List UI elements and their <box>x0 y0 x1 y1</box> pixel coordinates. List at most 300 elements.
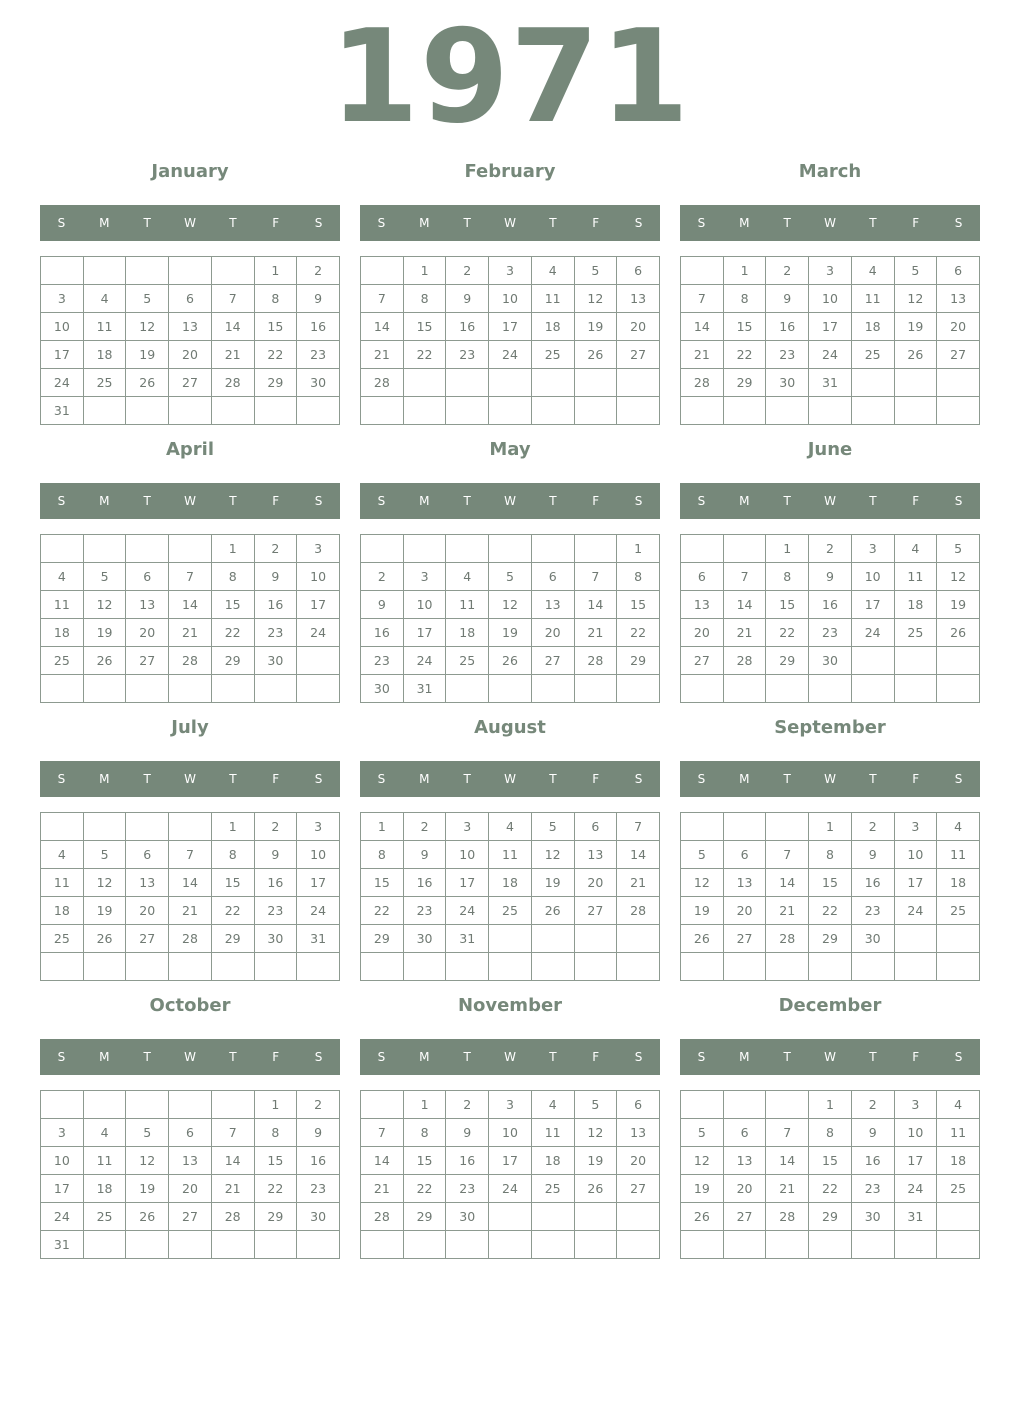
day-cell: 20 <box>126 619 169 647</box>
day-cell: 10 <box>851 563 894 591</box>
day-cell: 18 <box>937 1147 980 1175</box>
day-cell: 7 <box>574 563 617 591</box>
empty-cell <box>403 1231 446 1259</box>
empty-cell <box>574 1203 617 1231</box>
day-cell: 28 <box>211 369 254 397</box>
weekday-header <box>40 483 340 519</box>
weekday-header <box>680 483 980 519</box>
week-row <box>681 1147 980 1175</box>
day-cell: 5 <box>894 257 937 285</box>
month-june <box>680 435 980 705</box>
empty-cell <box>531 675 574 703</box>
weekday-label: S <box>57 494 66 508</box>
day-cell: 29 <box>403 1203 446 1231</box>
empty-cell <box>723 1091 766 1119</box>
week-row <box>41 841 340 869</box>
weekday-label: W <box>504 772 516 786</box>
day-cell: 22 <box>211 897 254 925</box>
empty-cell <box>809 1231 852 1259</box>
day-cell: 15 <box>254 1147 297 1175</box>
empty-cell <box>83 535 126 563</box>
day-cell: 27 <box>169 369 212 397</box>
day-cell: 1 <box>361 813 404 841</box>
day-cell: 6 <box>681 563 724 591</box>
weekday-header <box>360 761 660 797</box>
month-october <box>40 991 340 1261</box>
week-row <box>361 257 660 285</box>
day-cell: 5 <box>83 841 126 869</box>
week-row <box>361 563 660 591</box>
week-row <box>361 397 660 425</box>
week-row <box>361 925 660 953</box>
day-cell: 26 <box>574 341 617 369</box>
week-row <box>681 257 980 285</box>
day-cell: 25 <box>531 1175 574 1203</box>
empty-cell <box>574 397 617 425</box>
weekday-label: T <box>143 772 151 786</box>
day-cell: 11 <box>41 869 84 897</box>
day-cell: 26 <box>937 619 980 647</box>
day-cell: 29 <box>211 647 254 675</box>
day-cell: 3 <box>894 1091 937 1119</box>
empty-cell <box>489 675 532 703</box>
day-cell: 7 <box>169 841 212 869</box>
empty-cell <box>617 1203 660 1231</box>
day-cell: 4 <box>531 257 574 285</box>
day-cell: 29 <box>254 1203 297 1231</box>
day-cell: 24 <box>403 647 446 675</box>
day-cell: 25 <box>894 619 937 647</box>
day-cell: 15 <box>723 313 766 341</box>
day-cell: 5 <box>83 563 126 591</box>
day-cell: 16 <box>809 591 852 619</box>
weekday-label: T <box>783 216 791 230</box>
empty-cell <box>894 397 937 425</box>
weekday-label: T <box>549 494 557 508</box>
day-cell: 29 <box>809 925 852 953</box>
day-cell: 28 <box>766 925 809 953</box>
month-january <box>40 157 340 427</box>
day-cell: 31 <box>446 925 489 953</box>
empty-cell <box>126 397 169 425</box>
day-cell: 14 <box>766 869 809 897</box>
week-row <box>681 1119 980 1147</box>
empty-cell <box>574 953 617 981</box>
week-row <box>361 813 660 841</box>
day-cell: 19 <box>681 897 724 925</box>
day-cell: 23 <box>809 619 852 647</box>
week-row <box>41 369 340 397</box>
empty-cell <box>126 813 169 841</box>
empty-cell <box>126 257 169 285</box>
day-cell: 4 <box>83 1119 126 1147</box>
empty-cell <box>211 953 254 981</box>
day-cell: 17 <box>894 1147 937 1175</box>
day-cell: 3 <box>489 257 532 285</box>
weekday-label: F <box>272 1050 280 1064</box>
day-cell: 8 <box>403 1119 446 1147</box>
weekday-label: F <box>912 772 920 786</box>
day-cell: 22 <box>403 1175 446 1203</box>
empty-cell <box>83 675 126 703</box>
month-may <box>360 435 660 705</box>
day-cell: 26 <box>489 647 532 675</box>
empty-cell <box>574 675 617 703</box>
empty-cell <box>446 369 489 397</box>
empty-cell <box>41 675 84 703</box>
empty-cell <box>894 1231 937 1259</box>
month-august <box>360 713 660 983</box>
week-row <box>681 1091 980 1119</box>
day-cell: 26 <box>681 1203 724 1231</box>
week-row <box>361 369 660 397</box>
weekday-label: W <box>504 494 516 508</box>
day-cell: 19 <box>574 313 617 341</box>
week-row <box>41 341 340 369</box>
empty-cell <box>361 1231 404 1259</box>
weekday-label: T <box>869 216 877 230</box>
weekday-label: F <box>592 494 600 508</box>
day-cell: 9 <box>446 1119 489 1147</box>
month-september <box>680 713 980 983</box>
day-cell: 10 <box>297 841 340 869</box>
day-cell: 27 <box>126 647 169 675</box>
week-row <box>41 1091 340 1119</box>
week-row <box>361 897 660 925</box>
day-cell: 6 <box>937 257 980 285</box>
weekday-label: S <box>697 1050 706 1064</box>
weekday-label: S <box>314 1050 323 1064</box>
week-row <box>361 1119 660 1147</box>
day-cell: 11 <box>83 1147 126 1175</box>
weekday-label: F <box>592 772 600 786</box>
empty-cell <box>681 813 724 841</box>
day-cell: 9 <box>403 841 446 869</box>
day-cell: 8 <box>254 285 297 313</box>
week-row <box>361 675 660 703</box>
weekday-label: T <box>463 1050 471 1064</box>
weekday-label: M <box>99 216 110 230</box>
empty-cell <box>531 953 574 981</box>
weekday-label: S <box>697 772 706 786</box>
day-cell: 2 <box>766 257 809 285</box>
empty-cell <box>446 535 489 563</box>
day-cell: 12 <box>83 869 126 897</box>
day-cell: 4 <box>41 841 84 869</box>
day-cell: 19 <box>937 591 980 619</box>
day-cell: 12 <box>126 1147 169 1175</box>
week-row <box>41 1175 340 1203</box>
day-cell: 6 <box>169 285 212 313</box>
empty-cell <box>681 953 724 981</box>
empty-cell <box>489 1203 532 1231</box>
empty-cell <box>574 369 617 397</box>
day-cell: 7 <box>723 563 766 591</box>
weekday-header <box>360 205 660 241</box>
day-cell: 13 <box>937 285 980 313</box>
day-cell: 25 <box>41 647 84 675</box>
day-cell: 21 <box>766 897 809 925</box>
empty-cell <box>489 535 532 563</box>
day-cell: 14 <box>723 591 766 619</box>
week-row <box>681 647 980 675</box>
week-row <box>41 647 340 675</box>
day-cell: 3 <box>297 535 340 563</box>
weekday-label: M <box>419 494 430 508</box>
week-row <box>41 953 340 981</box>
day-cell: 13 <box>617 285 660 313</box>
empty-cell <box>41 257 84 285</box>
day-cell: 20 <box>723 897 766 925</box>
empty-cell <box>617 953 660 981</box>
weekday-label: T <box>143 1050 151 1064</box>
empty-cell <box>83 1231 126 1259</box>
empty-cell <box>851 647 894 675</box>
empty-cell <box>851 397 894 425</box>
empty-cell <box>531 925 574 953</box>
day-cell: 15 <box>809 869 852 897</box>
day-cell: 28 <box>723 647 766 675</box>
day-cell: 4 <box>937 1091 980 1119</box>
day-grid <box>40 256 340 425</box>
weekday-label: S <box>954 494 963 508</box>
empty-cell <box>723 953 766 981</box>
day-cell: 18 <box>489 869 532 897</box>
empty-cell <box>83 953 126 981</box>
weekday-header <box>680 205 980 241</box>
day-cell: 13 <box>723 869 766 897</box>
week-row <box>681 1203 980 1231</box>
day-cell: 23 <box>446 1175 489 1203</box>
day-cell: 25 <box>446 647 489 675</box>
day-cell: 19 <box>83 619 126 647</box>
day-cell: 9 <box>809 563 852 591</box>
day-cell: 12 <box>894 285 937 313</box>
week-row <box>41 619 340 647</box>
week-row <box>361 1175 660 1203</box>
weekday-header <box>360 483 660 519</box>
day-cell: 5 <box>937 535 980 563</box>
day-cell: 22 <box>617 619 660 647</box>
week-row <box>361 341 660 369</box>
day-cell: 11 <box>531 285 574 313</box>
day-cell: 4 <box>41 563 84 591</box>
week-row <box>41 313 340 341</box>
week-row <box>41 675 340 703</box>
empty-cell <box>126 1091 169 1119</box>
empty-cell <box>766 675 809 703</box>
weekday-header <box>40 1039 340 1075</box>
day-cell: 1 <box>809 813 852 841</box>
day-cell: 25 <box>41 925 84 953</box>
weekday-label: T <box>549 1050 557 1064</box>
weekday-label: S <box>954 1050 963 1064</box>
empty-cell <box>723 535 766 563</box>
month-march <box>680 157 980 427</box>
day-cell: 15 <box>403 313 446 341</box>
weekday-header <box>360 1039 660 1075</box>
month-name: September <box>774 717 886 738</box>
day-cell: 2 <box>809 535 852 563</box>
day-cell: 15 <box>211 591 254 619</box>
day-cell: 2 <box>254 813 297 841</box>
empty-cell <box>489 1231 532 1259</box>
day-cell: 27 <box>937 341 980 369</box>
weekday-header <box>680 1039 980 1075</box>
month-name: May <box>489 439 531 460</box>
empty-cell <box>403 953 446 981</box>
day-cell: 12 <box>83 591 126 619</box>
day-cell: 9 <box>254 563 297 591</box>
month-name: July <box>171 717 209 738</box>
day-cell: 22 <box>809 897 852 925</box>
day-cell: 17 <box>809 313 852 341</box>
day-cell: 20 <box>169 341 212 369</box>
day-cell: 14 <box>617 841 660 869</box>
day-cell: 24 <box>489 341 532 369</box>
day-cell: 21 <box>681 341 724 369</box>
day-cell: 25 <box>83 1203 126 1231</box>
day-cell: 10 <box>489 1119 532 1147</box>
day-cell: 17 <box>297 591 340 619</box>
day-cell: 11 <box>851 285 894 313</box>
day-cell: 29 <box>361 925 404 953</box>
day-cell: 2 <box>254 535 297 563</box>
day-cell: 24 <box>809 341 852 369</box>
empty-cell <box>894 647 937 675</box>
empty-cell <box>169 535 212 563</box>
day-cell: 31 <box>297 925 340 953</box>
day-grid <box>40 1090 340 1259</box>
day-cell: 22 <box>403 341 446 369</box>
day-cell: 3 <box>41 285 84 313</box>
day-cell: 29 <box>254 369 297 397</box>
day-cell: 16 <box>446 313 489 341</box>
day-cell: 24 <box>446 897 489 925</box>
weekday-label: T <box>783 772 791 786</box>
day-cell: 27 <box>723 925 766 953</box>
day-cell: 10 <box>809 285 852 313</box>
day-cell: 15 <box>403 1147 446 1175</box>
day-cell: 21 <box>574 619 617 647</box>
empty-cell <box>297 953 340 981</box>
day-cell: 20 <box>723 1175 766 1203</box>
day-cell: 14 <box>361 313 404 341</box>
weekday-label: F <box>272 772 280 786</box>
day-cell: 14 <box>574 591 617 619</box>
day-cell: 12 <box>937 563 980 591</box>
day-cell: 28 <box>361 369 404 397</box>
empty-cell <box>361 257 404 285</box>
day-cell: 22 <box>723 341 766 369</box>
weekday-label: W <box>824 772 836 786</box>
weekday-label: S <box>57 772 66 786</box>
empty-cell <box>126 675 169 703</box>
empty-cell <box>489 397 532 425</box>
week-row <box>361 1147 660 1175</box>
day-cell: 25 <box>937 897 980 925</box>
empty-cell <box>254 1231 297 1259</box>
week-row <box>681 369 980 397</box>
empty-cell <box>937 675 980 703</box>
day-cell: 30 <box>361 675 404 703</box>
day-cell: 16 <box>851 869 894 897</box>
empty-cell <box>489 925 532 953</box>
day-cell: 16 <box>361 619 404 647</box>
month-july <box>40 713 340 983</box>
empty-cell <box>723 813 766 841</box>
week-row <box>41 813 340 841</box>
empty-cell <box>361 535 404 563</box>
day-cell: 28 <box>617 897 660 925</box>
day-cell: 9 <box>446 285 489 313</box>
empty-cell <box>446 675 489 703</box>
weekday-label: M <box>419 1050 430 1064</box>
day-cell: 26 <box>894 341 937 369</box>
weekday-label: S <box>697 216 706 230</box>
day-cell: 18 <box>937 869 980 897</box>
weekday-label: T <box>549 216 557 230</box>
weekday-label: T <box>869 494 877 508</box>
empty-cell <box>169 397 212 425</box>
day-cell: 5 <box>126 285 169 313</box>
weekday-label: F <box>272 216 280 230</box>
empty-cell <box>446 1231 489 1259</box>
day-cell: 17 <box>489 313 532 341</box>
week-row <box>361 1091 660 1119</box>
day-cell: 26 <box>126 369 169 397</box>
day-cell: 3 <box>297 813 340 841</box>
day-cell: 19 <box>489 619 532 647</box>
day-cell: 9 <box>851 1119 894 1147</box>
day-cell: 14 <box>766 1147 809 1175</box>
day-cell: 10 <box>297 563 340 591</box>
weekday-label: S <box>954 216 963 230</box>
weekday-label: F <box>272 494 280 508</box>
weekday-label: S <box>377 1050 386 1064</box>
empty-cell <box>574 925 617 953</box>
day-cell: 2 <box>851 1091 894 1119</box>
day-cell: 18 <box>531 313 574 341</box>
day-cell: 26 <box>126 1203 169 1231</box>
day-cell: 20 <box>169 1175 212 1203</box>
day-cell: 21 <box>723 619 766 647</box>
week-row <box>681 925 980 953</box>
empty-cell <box>403 369 446 397</box>
day-cell: 21 <box>211 1175 254 1203</box>
month-april <box>40 435 340 705</box>
day-cell: 16 <box>254 869 297 897</box>
day-cell: 13 <box>617 1119 660 1147</box>
day-cell: 30 <box>809 647 852 675</box>
day-cell: 23 <box>254 897 297 925</box>
day-cell: 4 <box>894 535 937 563</box>
day-cell: 13 <box>681 591 724 619</box>
week-row <box>41 1119 340 1147</box>
day-cell: 8 <box>254 1119 297 1147</box>
weekday-label: W <box>504 1050 516 1064</box>
day-cell: 29 <box>617 647 660 675</box>
day-cell: 17 <box>41 1175 84 1203</box>
day-cell: 12 <box>574 285 617 313</box>
day-cell: 10 <box>41 1147 84 1175</box>
week-row <box>681 841 980 869</box>
day-cell: 13 <box>126 591 169 619</box>
weekday-label: M <box>739 772 750 786</box>
weekday-label: F <box>592 216 600 230</box>
day-cell: 4 <box>851 257 894 285</box>
day-cell: 6 <box>723 841 766 869</box>
